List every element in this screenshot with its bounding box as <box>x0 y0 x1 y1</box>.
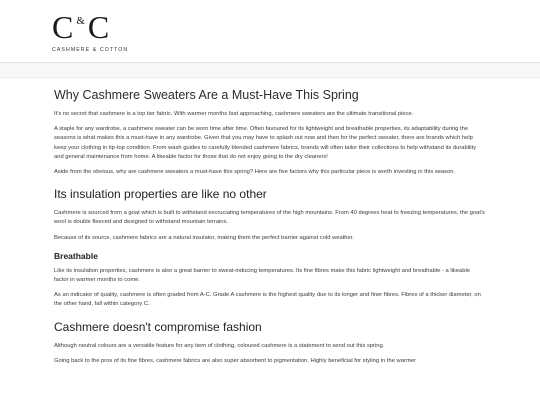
article-paragraph: Cashmere is sourced from a goat which is built to withstand excruciating temperatures of the high mountains. From 40 degrees heat to freezing temperatures, the goat's wool is double fleeced and designed to withstand mountain terrains. <box>54 210 485 226</box>
section-heading-insulation: Its insulation properties are like no other <box>54 187 267 202</box>
logo-tagline: CASHMERE & COTTON <box>52 47 129 53</box>
logo-ampersand: & <box>76 15 85 27</box>
section-heading-fashion: Cashmere doesn't compromise fashion <box>54 319 262 334</box>
subheading-breathable: Breathable <box>54 250 98 261</box>
article-paragraph: A staple for any wardrobe, a cashmere sweater can be worn time after time. Often favoured for its lightweight and breathable properties, its adaptability during the seasons is what makes this a must-have in any wardrobe. Given that you may have to splash out now and then for the perfect sweater, there are brands which help keep your clothing in tip-top condition. From wash guides to carefully blended cashmere fabrics, brands will often tailor their collections to help withstand its durability and general maintenance from home. A likeable factor for those that do not enjoy going to the dry cleaners! <box>54 126 477 160</box>
article-content <box>0 88 540 366</box>
logo-letter-right: C <box>87 9 110 45</box>
logo-mark <box>52 10 138 44</box>
site-header <box>0 0 540 63</box>
header-band <box>0 63 540 78</box>
article-paragraph: Although neutral colours are a versatile feature for any item of clothing, coloured cashmere is a statement to send out this spring. <box>54 342 385 349</box>
article-paragraph: As an indicator of quality, cashmere is often graded from A-C. Grade A cashmere is the highest quality due to its longer and finer fibres. Fibres of a thicker diameter, on the other hand, fall within category C. <box>54 292 481 308</box>
article-title: Why Cashmere Sweaters Are a Must-Have This Spring <box>54 88 359 102</box>
logo-letter-left: C <box>52 9 74 45</box>
article-paragraph: Like its insulation properties, cashmere is also a great barrier to sweat-inducing temperatures. Its fine fibres make this fabric lightweight and breathable - a likeable factor in warmer months to come. <box>54 267 470 284</box>
site-logo[interactable] <box>52 10 138 53</box>
article-paragraph: Going back to the pros of its fine fibres, cashmere fabrics are also super absorbent to pigmentation. Highly beneficial for styling in the warmer <box>54 357 416 364</box>
article-paragraph: Aside from the obvious, why are cashmere sweaters a must-have this spring? Here are five factors why this particular piece is worth investing in this season. <box>54 169 456 176</box>
article-paragraph: Because of its source, cashmere fabrics are a natural insulator, making them the perfect barrier against cold weather. <box>54 234 354 241</box>
article-intro: It's no secret that cashmere is a top tier fabric. With warmer months fast approaching, cashmere sweaters are the ultimate transitional piece. <box>54 111 414 117</box>
